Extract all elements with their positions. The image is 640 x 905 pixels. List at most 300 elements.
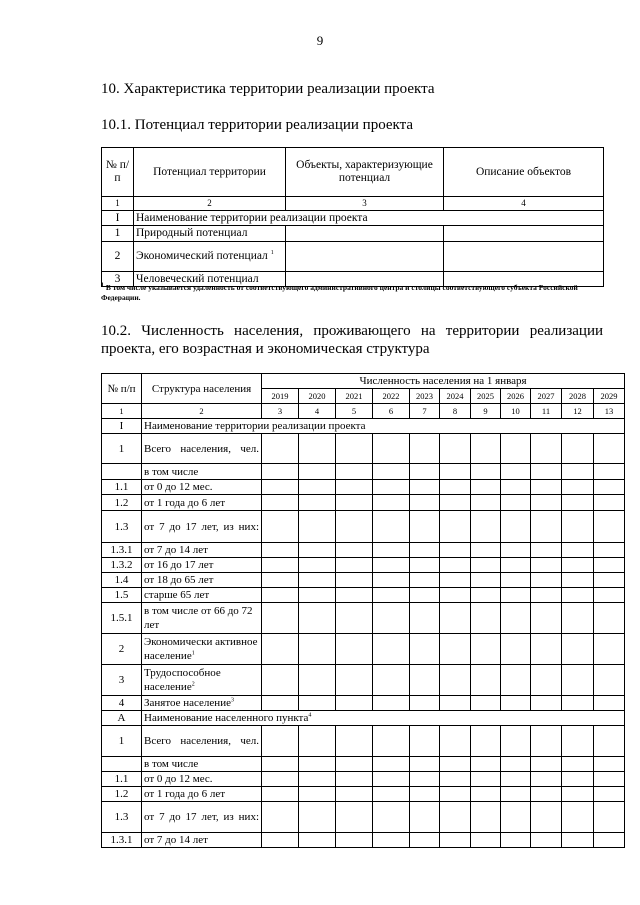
value-cell: [262, 634, 299, 665]
footnote-mark: 4: [308, 712, 312, 719]
row-label: [134, 242, 286, 272]
value-cell: [594, 464, 625, 480]
year-header: 2020: [299, 389, 336, 404]
row-label-text: Экономический потенциал: [136, 250, 268, 262]
value-cell: [373, 833, 410, 848]
value-cell: [410, 696, 440, 711]
value-cell: [531, 787, 562, 802]
value-cell: [336, 543, 373, 558]
row-num: 1.2: [102, 495, 142, 511]
column-number: 7: [410, 404, 440, 419]
value-cell: [562, 495, 594, 511]
row-num: 1.1: [102, 480, 142, 495]
value-cell: [562, 480, 594, 495]
value-cell: [373, 696, 410, 711]
value-cell: [562, 573, 594, 588]
value-cell: [531, 833, 562, 848]
value-cell: [501, 634, 531, 665]
value-cell: [410, 726, 440, 757]
value-cell: [262, 543, 299, 558]
value-cell: [531, 511, 562, 543]
row-label: [142, 480, 262, 495]
value-cell: [440, 573, 471, 588]
value-cell: [562, 634, 594, 665]
footnote-mark: 1: [270, 250, 274, 257]
column-number: 13: [594, 404, 625, 419]
cell: [286, 242, 444, 272]
t1-header-num: № п/п: [102, 148, 134, 197]
row-label: [142, 757, 262, 772]
year-header: 2022: [373, 389, 410, 404]
value-cell: [562, 833, 594, 848]
value-cell: [410, 464, 440, 480]
value-cell: [299, 772, 336, 787]
t1-header-objects: Объекты, характеризующие потенциал: [286, 148, 444, 197]
row-num: 1.5.1: [102, 603, 142, 634]
value-cell: [531, 558, 562, 573]
value-cell: [336, 726, 373, 757]
value-cell: [501, 833, 531, 848]
value-cell: [262, 726, 299, 757]
value-cell: [501, 757, 531, 772]
value-cell: [562, 543, 594, 558]
value-cell: [531, 480, 562, 495]
value-cell: [471, 480, 501, 495]
value-cell: [262, 511, 299, 543]
table-row: [102, 558, 625, 573]
value-cell: [471, 726, 501, 757]
column-number: 8: [440, 404, 471, 419]
value-cell: [410, 588, 440, 603]
value-cell: [471, 802, 501, 833]
row-label: [142, 696, 262, 711]
row-num: 3: [102, 665, 142, 696]
table-row: [102, 419, 625, 434]
value-cell: [336, 480, 373, 495]
t1-colnum: 4: [444, 197, 604, 211]
row-num: 1.3: [102, 511, 142, 543]
table-row: [102, 211, 604, 226]
row-label-text: от 7 до 14 лет: [144, 544, 208, 556]
value-cell: [531, 434, 562, 464]
value-cell: [299, 588, 336, 603]
value-cell: [373, 802, 410, 833]
value-cell: [501, 573, 531, 588]
value-cell: [410, 434, 440, 464]
table-row: [102, 226, 604, 242]
row-label-text: от 0 до 12 мес.: [144, 773, 213, 785]
row-label-text: от 16 до 17 лет: [144, 559, 214, 571]
section-10-2-title: 10.2. Численность населения, проживающего на территории реализации проекта, его возрастная и экономическая структура: [101, 323, 603, 357]
value-cell: [373, 787, 410, 802]
value-cell: [440, 603, 471, 634]
value-cell: [262, 757, 299, 772]
value-cell: [440, 772, 471, 787]
value-cell: [336, 495, 373, 511]
value-cell: [299, 665, 336, 696]
value-cell: [562, 726, 594, 757]
row-label-text: в том числе: [144, 758, 199, 770]
row-num: А: [102, 711, 142, 726]
value-cell: [501, 665, 531, 696]
value-cell: [262, 480, 299, 495]
value-cell: [594, 757, 625, 772]
value-cell: [299, 495, 336, 511]
table-row: [102, 573, 625, 588]
value-cell: [410, 833, 440, 848]
value-cell: [336, 573, 373, 588]
footnote-mark: 3: [230, 697, 234, 704]
value-cell: [471, 696, 501, 711]
section-10-title: 10. Характеристика территории реализации проекта: [101, 81, 435, 97]
t1-colnum: 2: [134, 197, 286, 211]
value-cell: [501, 772, 531, 787]
territory-potential-table: [101, 147, 604, 287]
row-label-text: в том числе: [144, 465, 199, 478]
value-cell: [562, 558, 594, 573]
value-cell: [373, 757, 410, 772]
value-cell: [440, 543, 471, 558]
table-row: [102, 802, 625, 833]
value-cell: [531, 634, 562, 665]
value-cell: [336, 464, 373, 480]
column-number: 11: [531, 404, 562, 419]
value-cell: [336, 603, 373, 634]
value-cell: [336, 558, 373, 573]
row-num: 3: [102, 272, 134, 287]
value-cell: [262, 696, 299, 711]
value-cell: [410, 558, 440, 573]
value-cell: [373, 634, 410, 665]
row-label-text: от 7 до 17 лет, из них:: [144, 520, 259, 533]
value-cell: [299, 833, 336, 848]
value-cell: [440, 495, 471, 511]
row-num: 1.3: [102, 802, 142, 833]
value-cell: [562, 802, 594, 833]
value-cell: [373, 665, 410, 696]
value-cell: [562, 757, 594, 772]
value-cell: [262, 802, 299, 833]
value-cell: [501, 603, 531, 634]
value-cell: [299, 726, 336, 757]
value-cell: [562, 603, 594, 634]
cell: [444, 242, 604, 272]
value-cell: [410, 511, 440, 543]
value-cell: [440, 480, 471, 495]
value-cell: [373, 543, 410, 558]
value-cell: [531, 772, 562, 787]
row-label: [142, 772, 262, 787]
row-label: Природный потенциал: [134, 226, 286, 242]
row-num: I: [102, 419, 142, 434]
value-cell: [410, 787, 440, 802]
year-header: 2023: [410, 389, 440, 404]
year-header: 2021: [336, 389, 373, 404]
row-label: [142, 543, 262, 558]
table-row: [102, 242, 604, 272]
value-cell: [440, 787, 471, 802]
table-row: [102, 511, 625, 543]
row-label-text: Всего населения, чел.: [144, 735, 259, 747]
t2-header-population: Численность населения на 1 января: [262, 374, 625, 389]
table-row: [102, 711, 625, 726]
value-cell: [440, 833, 471, 848]
row-num: 2: [102, 634, 142, 665]
value-cell: [501, 543, 531, 558]
value-cell: [531, 696, 562, 711]
value-cell: [562, 588, 594, 603]
row-label-text: Трудоспособное население: [144, 667, 221, 693]
value-cell: [594, 802, 625, 833]
row-label: [142, 833, 262, 848]
value-cell: [262, 573, 299, 588]
row-num: 1: [102, 434, 142, 464]
value-cell: [471, 558, 501, 573]
value-cell: [594, 665, 625, 696]
value-cell: [531, 757, 562, 772]
table-row: [102, 757, 625, 772]
value-cell: [471, 665, 501, 696]
cell: [444, 226, 604, 242]
value-cell: [471, 588, 501, 603]
row-label-text: от 18 до 65 лет: [144, 574, 214, 586]
value-cell: [531, 464, 562, 480]
value-cell: [471, 772, 501, 787]
value-cell: [299, 480, 336, 495]
footnote-mark: 1: [191, 650, 195, 657]
value-cell: [531, 543, 562, 558]
value-cell: [531, 726, 562, 757]
value-cell: [262, 787, 299, 802]
row-label: Человеческий потенциал: [134, 272, 286, 287]
value-cell: [471, 495, 501, 511]
value-cell: [440, 665, 471, 696]
t1-colnum: 3: [286, 197, 444, 211]
row-label: [142, 787, 262, 802]
value-cell: [594, 480, 625, 495]
value-cell: [373, 558, 410, 573]
value-cell: [531, 603, 562, 634]
column-number: 9: [471, 404, 501, 419]
year-header: 2025: [471, 389, 501, 404]
value-cell: [501, 802, 531, 833]
table-row: [102, 480, 625, 495]
value-cell: [471, 787, 501, 802]
column-number: 10: [501, 404, 531, 419]
value-cell: [299, 511, 336, 543]
footnote-text: В том числе указывается удаленность от соответствующего административного центра и столицы соответствующего субъекта Российской Федерации.: [101, 283, 578, 302]
row-num: I: [102, 211, 134, 226]
value-cell: [594, 543, 625, 558]
value-cell: [440, 434, 471, 464]
column-number: 2: [142, 404, 262, 419]
value-cell: [440, 634, 471, 665]
value-cell: [501, 495, 531, 511]
value-cell: [594, 696, 625, 711]
row-label: [142, 558, 262, 573]
table-row: [102, 634, 625, 665]
value-cell: [410, 480, 440, 495]
column-number: 5: [336, 404, 373, 419]
value-cell: [562, 696, 594, 711]
row-num: 1: [102, 726, 142, 757]
row-label: [142, 665, 262, 696]
value-cell: [299, 696, 336, 711]
value-cell: [410, 603, 440, 634]
row-num: 1.1: [102, 772, 142, 787]
value-cell: [336, 434, 373, 464]
value-cell: [501, 511, 531, 543]
value-cell: [299, 558, 336, 573]
value-cell: [501, 726, 531, 757]
row-label-text: Занятое население: [144, 697, 231, 709]
table-row: [102, 434, 625, 464]
value-cell: [501, 696, 531, 711]
value-cell: [594, 603, 625, 634]
column-number: 1: [102, 404, 142, 419]
value-cell: [440, 726, 471, 757]
row-num: 2: [102, 242, 134, 272]
column-number: 6: [373, 404, 410, 419]
row-label-text: старше 65 лет: [144, 589, 210, 601]
table-row: [102, 696, 625, 711]
t1-header-potential: Потенциал территории: [134, 148, 286, 197]
row-label: [142, 634, 262, 665]
value-cell: [262, 588, 299, 603]
value-cell: [471, 573, 501, 588]
footnote-mark: 1: [101, 282, 104, 289]
value-cell: [410, 543, 440, 558]
value-cell: [299, 573, 336, 588]
row-label: [142, 802, 262, 833]
value-cell: [562, 787, 594, 802]
t2-header-num: № п/п: [102, 374, 142, 404]
value-cell: [471, 603, 501, 634]
row-label-text: Наименование населенного пункта: [144, 712, 309, 724]
column-number: 4: [299, 404, 336, 419]
value-cell: [440, 802, 471, 833]
value-cell: [471, 511, 501, 543]
value-cell: [562, 434, 594, 464]
table-row: [102, 464, 625, 480]
row-label: [142, 511, 262, 543]
value-cell: [410, 665, 440, 696]
value-cell: [594, 588, 625, 603]
row-num: 1.5: [102, 588, 142, 603]
value-cell: [262, 603, 299, 634]
value-cell: [501, 558, 531, 573]
value-cell: [336, 802, 373, 833]
value-cell: [531, 573, 562, 588]
value-cell: [594, 634, 625, 665]
table-row: [102, 543, 625, 558]
section-10-1-title: 10.1. Потенциал территории реализации проекта: [101, 117, 414, 133]
value-cell: [336, 787, 373, 802]
value-cell: [440, 511, 471, 543]
value-cell: [336, 588, 373, 603]
table-row: [102, 588, 625, 603]
row-label: [142, 573, 262, 588]
value-cell: [594, 833, 625, 848]
value-cell: [299, 802, 336, 833]
year-header: 2029: [594, 389, 625, 404]
year-header: 2019: [262, 389, 299, 404]
t1-colnum: 1: [102, 197, 134, 211]
value-cell: [440, 696, 471, 711]
row-num: 1.3.1: [102, 543, 142, 558]
value-cell: [471, 833, 501, 848]
row-num: 1.3.2: [102, 558, 142, 573]
table-row: [102, 603, 625, 634]
value-cell: [410, 573, 440, 588]
value-cell: [594, 558, 625, 573]
row-label-text: в том числе от 66 до 72 лет: [144, 605, 253, 631]
t2-header-structure: Структура населения: [142, 374, 262, 404]
row-label: [142, 588, 262, 603]
value-cell: [594, 772, 625, 787]
value-cell: [410, 634, 440, 665]
value-cell: [594, 511, 625, 543]
value-cell: [501, 480, 531, 495]
value-cell: [373, 464, 410, 480]
row-label: [142, 464, 262, 480]
value-cell: [440, 757, 471, 772]
value-cell: [373, 588, 410, 603]
value-cell: [299, 603, 336, 634]
value-cell: [262, 464, 299, 480]
value-cell: [336, 634, 373, 665]
table-row: [102, 726, 625, 757]
value-cell: [440, 588, 471, 603]
value-cell: [262, 558, 299, 573]
value-cell: [410, 495, 440, 511]
column-number: 3: [262, 404, 299, 419]
value-cell: [299, 543, 336, 558]
footnote-mark: 2: [191, 681, 195, 688]
value-cell: [299, 634, 336, 665]
row-num: 1.2: [102, 787, 142, 802]
value-cell: [531, 588, 562, 603]
value-cell: [299, 787, 336, 802]
value-cell: [594, 573, 625, 588]
value-cell: [562, 511, 594, 543]
value-cell: [501, 464, 531, 480]
value-cell: [531, 802, 562, 833]
value-cell: [440, 558, 471, 573]
row-num: [102, 757, 142, 772]
t1-header-description: Описание объектов: [444, 148, 604, 197]
value-cell: [410, 772, 440, 787]
value-cell: [299, 434, 336, 464]
value-cell: [373, 573, 410, 588]
value-cell: [562, 772, 594, 787]
year-header: 2027: [531, 389, 562, 404]
value-cell: [262, 434, 299, 464]
value-cell: [299, 464, 336, 480]
value-cell: [594, 787, 625, 802]
value-cell: [262, 495, 299, 511]
value-cell: [471, 434, 501, 464]
value-cell: [373, 495, 410, 511]
row-num: 1: [102, 226, 134, 242]
table-row: [102, 665, 625, 696]
value-cell: [336, 696, 373, 711]
value-cell: [410, 802, 440, 833]
value-cell: [299, 757, 336, 772]
value-cell: [262, 772, 299, 787]
table-row: [102, 772, 625, 787]
value-cell: [501, 434, 531, 464]
